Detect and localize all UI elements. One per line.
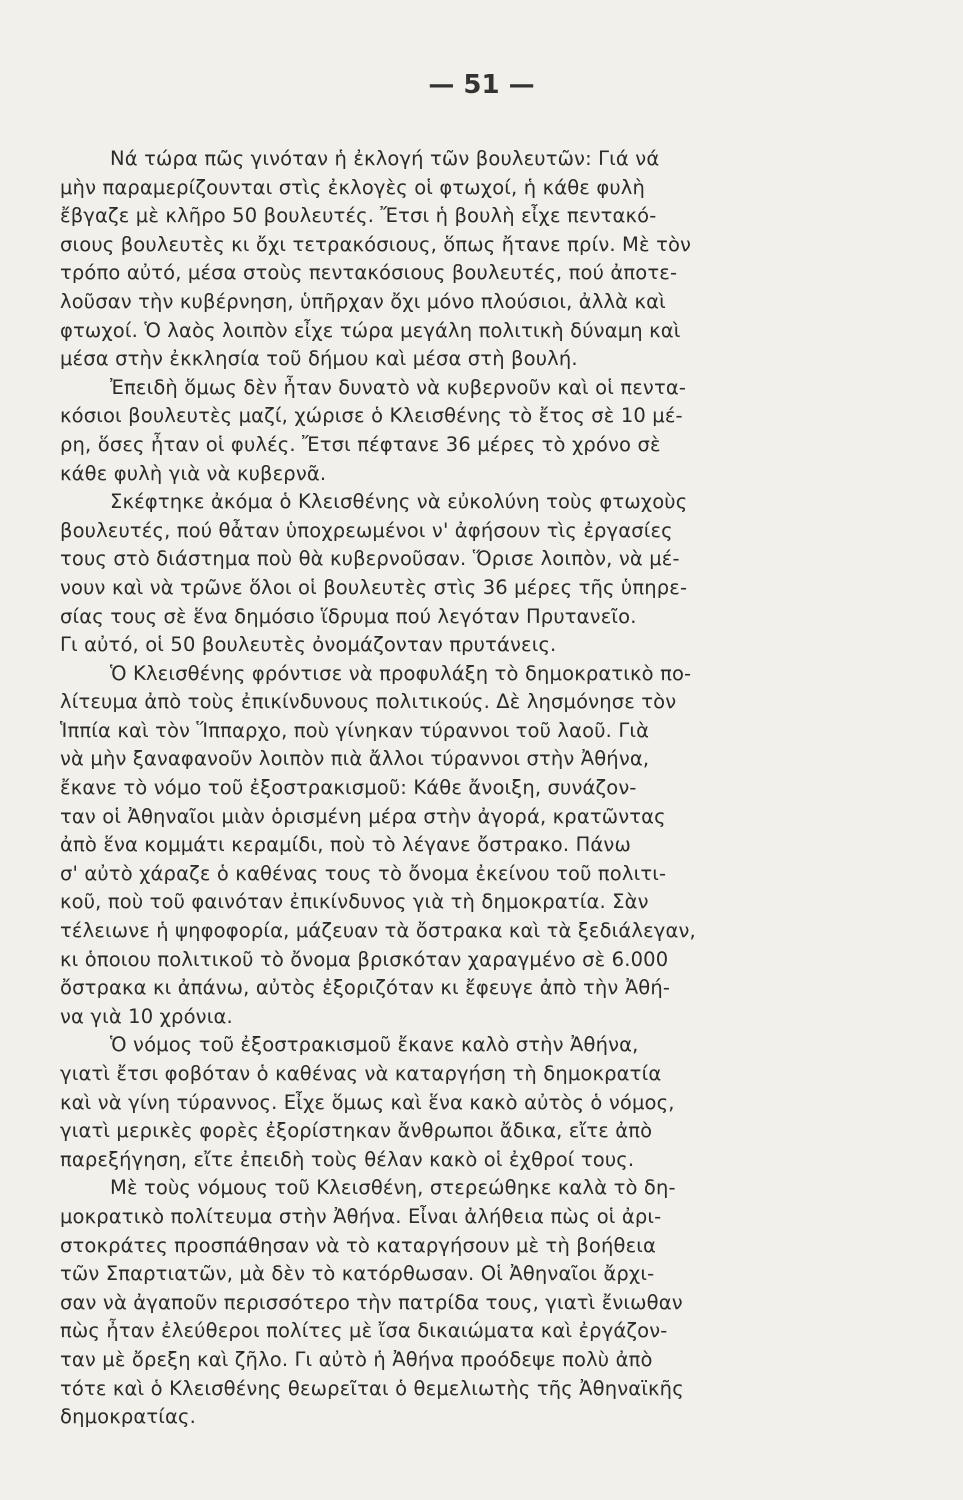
text-line: φτωχοί. Ὁ λαὸς λοιπὸν εἶχε τώρα μεγάλη πολιτικὴ δύναμη καὶ [60,318,681,342]
body-text [60,145,850,1432]
text-line: τους στὸ διάστημα ποὺ θὰ κυβερνοῦσαν. Ὅρισε λοιπὸν, νὰ μέ- [60,547,680,571]
text-line: κάθε φυλὴ γιὰ νὰ κυβερνᾶ. [60,461,327,485]
text-line: ἔβγαζε μὲ κλῆρο 50 βουλευτές. Ἔτσι ἡ βουλὴ εἶχε πεντακό- [60,204,657,228]
text-line: τέλειωνε ἡ ψηφοφορία, μάζευαν τὰ ὄστρακα καὶ τὰ ξεδιάλεγαν, [60,919,696,943]
text-line: τότε καὶ ὁ Κλεισθένης θεωρεῖται ὁ θεμελιωτὴς τῆς Ἀθηναϊκῆς [60,1376,684,1400]
text-line: Σκέφτηκε ἀκόμα ὁ Κλεισθένης νὰ εὐκολύνη τοὺς φτωχοὺς [110,490,688,514]
text-line: Ὁ Κλεισθένης φρόντισε νὰ προφυλάξη τὸ δημοκρατικὸ πο- [110,661,692,685]
text-line: Μὲ τοὺς νόμους τοῦ Κλεισθένη, στερεώθηκε καλὰ τὸ δη- [110,1176,676,1200]
text-line: ρη, ὅσες ἦταν οἱ φυλές. Ἔτσι πέφτανε 36 μέρες τὸ χρόνο σὲ [60,432,661,456]
text-line: βουλευτές, πού θἆταν ὑποχρεωμένοι ν' ἀφήσουν τὶς ἐργασίες [60,518,673,542]
text-line: τῶν Σπαρτιατῶν, μὰ δὲν τὸ κατόρθωσαν. Οἱ Ἀθηναῖοι ἄρχι- [60,1262,655,1286]
text-line: νὰ μὴν ξαναφανοῦν λοιπὸν πιὰ ἄλλοι τύραννοι στὴν Ἀθήνα, [60,747,650,771]
text-line: σαν νὰ ἀγαποῦν περισσότερο τὴν πατρίδα τους, γιατὶ ἔνιωθαν [60,1290,683,1314]
text-line: Νά τώρα πῶς γινόταν ἡ ἐκλογή τῶν βουλευτῶν: Γιά νά [110,147,660,170]
text-line: Ἱππία καὶ τὸν Ἵππαρχο, ποὺ γίνηκαν τύραννοι τοῦ λαοῦ. Γιὰ [60,718,650,742]
text-line: γιατὶ ἔτσι φοβόταν ὁ καθένας νὰ καταργήση τὴ δημοκρατία [60,1062,662,1085]
text-line: γιατὶ μερικὲς φορὲς ἐξορίστηκαν ἄνθρωποι ἄδικα, εἴτε ἀπὸ [60,1119,653,1143]
text-line: κι ὁποιου πολιτικοῦ τὸ ὄνομα βρισκόταν χαραγμένο σὲ 6.000 [60,947,669,971]
text-line: ὄστρακα κι ἀπάνω, αὐτὸς ἐξοριζόταν κι ἔφευγε ἀπὸ τὴν Ἀθή- [60,976,671,1000]
text-line: Γι αὐτό, οἱ 50 βουλευτὲς ὀνομάζονταν πρυτάνεις. [60,633,557,657]
text-line: στοκράτες προσπάθησαν νὰ τὸ καταργήσουν μὲ τὴ βοήθεια [60,1233,657,1257]
page-number: — 51 — [428,70,535,100]
text-line: ταν μὲ ὄρεξη καὶ ζῆλο. Γι αὐτὸ ἡ Ἀθήνα προόδεψε πολὺ ἀπὸ [60,1347,653,1371]
text-line: να γιὰ 10 χρόνια. [60,1004,233,1028]
text-line: Ὁ νόμος τοῦ ἐξοστρακισμοῦ ἔκανε καλὸ στὴν Ἀθήνα, [110,1033,639,1057]
text-line: λίτευμα ἀπὸ τοὺς ἐπικίνδυνους πολιτικούς. Δὲ λησμόνησε τὸν [60,690,677,714]
text-line: πὼς ἦταν ἐλεύθεροι πολίτες μὲ ἴσα δικαιώματα καὶ ἐργάζον- [60,1319,668,1343]
text-line: μὴν παραμερίζουνται στὶς ἐκλογὲς οἱ φτωχοί, ἡ κάθε φυλὴ [60,175,645,199]
text-line: σιους βουλευτὲς κι ὄχι τετρακόσιους, ὅπως ἤτανε πρίν. Μὲ τὸν [60,232,692,256]
text-line: Ἐπειδὴ ὅμως δὲν ἦταν δυνατὸ νὰ κυβερνοῦν καὶ οἱ πεντα- [110,375,687,399]
text-line: παρεξήγηση, εἴτε ἐπειδὴ τοὺς θέλαν κακὸ οἱ ἐχθροί τους. [60,1147,635,1171]
text-line: κοῦ, ποὺ τοῦ φαινόταν ἐπικίνδυνος γιὰ τὴ δημοκρατία. Σὰν [60,890,649,914]
text-line: σίας τους σὲ ἕνα δημόσιο ἵδρυμα πού λεγόταν Πρυτανεῖο. [60,604,637,628]
text-line: δημοκρατίας. [60,1405,196,1429]
text-line: μοκρατικὸ πολίτευμα στὴν Ἀθήνα. Εἶναι ἀλήθεια πὼς οἱ ἀρι- [60,1204,662,1228]
text-line: ταν οἱ Ἀθηναῖοι μιὰν ὁρισμένη μέρα στὴν ἀγορά, κρατῶντας [60,804,666,828]
text-line: καὶ νὰ γίνη τύραννος. Εἶχε ὅμως καὶ ἕνα κακὸ αὐτὸς ὁ νόμος, [60,1090,675,1114]
text-line: ἔκανε τὸ νόμο τοῦ ἐξοστρακισμοῦ: Κάθε ἄνοιξη, συνάζον- [60,776,637,800]
text-line: ἀπὸ ἕνα κομμάτι κεραμίδι, ποὺ τὸ λέγανε ὄστρακο. Πάνω [60,833,631,857]
text-line: λοῦσαν τὴν κυβέρνηση, ὑπῆρχαν ὄχι μόνο πλούσιοι, ἀλλὰ καὶ [60,289,666,313]
text-line: τρόπο αὐτό, μέσα στοὺς πεντακόσιους βουλευτές, πού ἀποτε- [60,261,678,285]
text-line: μέσα στὴν ἐκκλησία τοῦ δήμου καὶ μέσα στὴ βουλή. [60,347,578,371]
text-line: νουν καὶ νὰ τρῶνε ὅλοι οἱ βουλευτὲς στὶς 36 μέρες τῆς ὑπηρε- [60,575,688,599]
text-line: σ' αὐτὸ χάραζε ὁ καθένας τους τὸ ὄνομα ἐκείνου τοῦ πολιτι- [60,861,667,885]
text-line: κόσιοι βουλευτὲς μαζί, χώρισε ὁ Κλεισθένης τὸ ἔτος σὲ 10 μέ- [60,404,683,428]
